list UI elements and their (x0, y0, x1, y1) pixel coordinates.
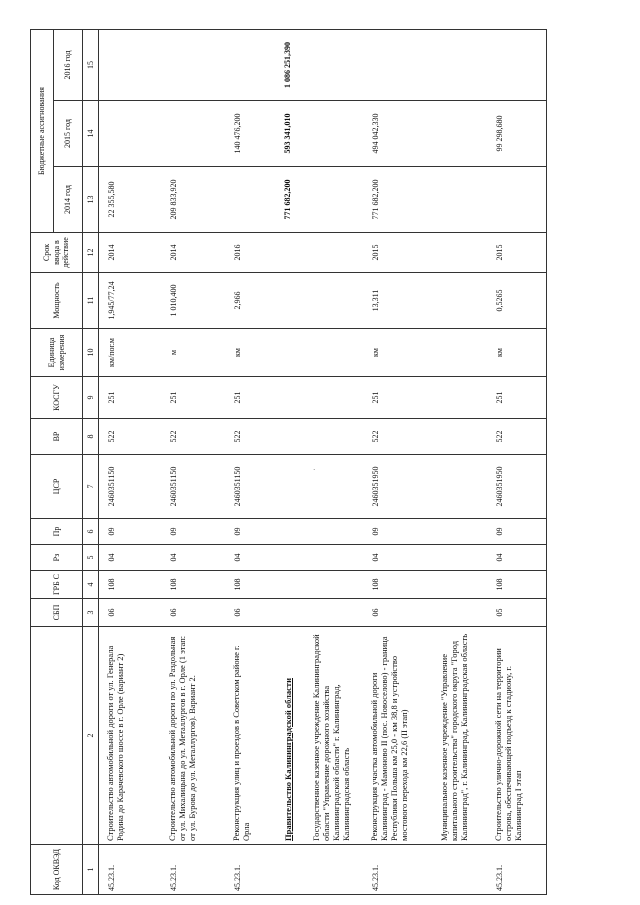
csr-cell: 2460351950 (363, 455, 433, 519)
header-term: Срок ввода в действие (31, 233, 83, 273)
csr-cell: 2460351150 (99, 455, 161, 519)
power-cell: 0,5265 (487, 273, 547, 329)
grbs-cell: 108 (363, 571, 433, 599)
kosgu-cell: 251 (363, 377, 433, 419)
object-name: Реконструкция участка автомобильной дороги Калининград - Мамоново II (пос. Новоселово) - граница Республики Польша км 25,0 - км 38,8 и устройство мостового перехода км 22,6 (II этап) (363, 627, 433, 845)
column-number-row (83, 30, 99, 895)
unit-cell: км/пог.м (99, 329, 161, 377)
object-name: Строительство улично-дорожной сети на территории острова, обеспечивающей подъезд к стадиону, г. Калининград I этап (487, 627, 547, 845)
table-row (225, 30, 277, 895)
sbp-cell: 06 (225, 599, 277, 627)
header-vr: ВР (31, 419, 83, 455)
pr-cell: 09 (225, 519, 277, 545)
grbs-cell: 108 (225, 571, 277, 599)
government-row (277, 30, 305, 895)
budget-2015-cell (161, 101, 225, 167)
header-pr: Пр (31, 519, 83, 545)
term-cell: 2016 (225, 233, 277, 273)
term-cell: 2015 (487, 233, 547, 273)
grbs-cell: 108 (487, 571, 547, 599)
kosgu-cell: 251 (225, 377, 277, 419)
grbs-cell: 108 (161, 571, 225, 599)
vr-cell: 522 (487, 419, 547, 455)
government-total-2015: 593 341,010 (277, 101, 305, 167)
grbs-cell: 108 (99, 571, 161, 599)
header-row (31, 30, 54, 895)
budget-2016-cell (363, 30, 433, 101)
budget-2016-cell (487, 30, 547, 101)
rz-cell: 04 (161, 545, 225, 571)
organization-row (433, 30, 487, 895)
okved-code: 45.23.1. (161, 845, 225, 895)
rz-cell: 04 (363, 545, 433, 571)
okved-code: 45.23.1. (99, 845, 161, 895)
kosgu-cell: 251 (487, 377, 547, 419)
col-num: 12 (83, 233, 99, 273)
budget-2015-cell: 99 298,680 (487, 101, 547, 167)
header-rz: Рз (31, 545, 83, 571)
pr-cell: 09 (99, 519, 161, 545)
sbp-cell: 06 (161, 599, 225, 627)
table-row (99, 30, 161, 895)
col-num: 15 (83, 30, 99, 101)
budget-2014-cell: 209 833,920 (161, 167, 225, 233)
header-2015: 2015 год (54, 101, 83, 167)
header-2014: 2014 год (54, 167, 83, 233)
budget-2015-cell: 140 476,200 (225, 101, 277, 167)
government-total-2014: 771 682,200 (277, 167, 305, 233)
organization-name: Государственное казенное учреждение Калининградской области "Управление дорожного хозяйства Калининградской области" г. Калининград, Калининградская область (305, 627, 363, 845)
col-num: 6 (83, 519, 99, 545)
pr-cell: 09 (487, 519, 547, 545)
budget-2015-cell: 494 042,330 (363, 101, 433, 167)
budget-2014-cell (225, 167, 277, 233)
col-num: 2 (83, 627, 99, 845)
term-cell: 2015 (363, 233, 433, 273)
unit-cell: км (363, 329, 433, 377)
object-name: Строительство автомобильной дороги от ул. Генерала Родина до Карачевского шоссе в г. Орле (вариант 2) (99, 627, 161, 845)
vr-cell: 522 (363, 419, 433, 455)
power-cell: 13,311 (363, 273, 433, 329)
power-cell: 2,966 (225, 273, 277, 329)
csr-cell: 2460351150 (225, 455, 277, 519)
object-name: Реконструкция улиц и проездов в Советском районе г. Орла (225, 627, 277, 845)
term-cell: 2014 (161, 233, 225, 273)
col-num: 3 (83, 599, 99, 627)
table-row (363, 30, 433, 895)
budget-2016-cell (161, 30, 225, 101)
header-budget: Бюджетные ассигнования (31, 30, 54, 233)
budget-2015-cell (99, 101, 161, 167)
government-total-2016: 1 086 251,390 (277, 30, 305, 101)
budget-2014-cell: 22 355,580 (99, 167, 161, 233)
organization-row (305, 30, 363, 895)
power-cell: 1 010,400 (161, 273, 225, 329)
vr-cell: 522 (99, 419, 161, 455)
government-title: Правительство Калининградской области (277, 627, 305, 845)
sbp-cell: 05 (487, 599, 547, 627)
col-num: 4 (83, 571, 99, 599)
scan-artifact: · (313, 466, 316, 474)
budget-2016-cell (225, 30, 277, 101)
organization-name: Муниципальное казенное учреждение "Управление капитального строительства" городского округа "Город Калининград", г. Калининград, Калининградская область (433, 627, 487, 845)
okved-code: 45.23.1. (363, 845, 433, 895)
header-okved: Код ОКВЭД (31, 845, 83, 895)
unit-cell: км (225, 329, 277, 377)
term-cell: 2014 (99, 233, 161, 273)
vr-cell: 522 (225, 419, 277, 455)
header-kosgu: КОСГУ (31, 377, 83, 419)
col-num: 1 (83, 845, 99, 895)
pr-cell: 09 (363, 519, 433, 545)
col-num: 11 (83, 273, 99, 329)
sbp-cell: 06 (363, 599, 433, 627)
csr-cell: 2460351950 (487, 455, 547, 519)
col-num: 13 (83, 167, 99, 233)
header-2016: 2016 год (54, 30, 83, 101)
kosgu-cell: 251 (161, 377, 225, 419)
table-row (161, 30, 225, 895)
sbp-cell: 06 (99, 599, 161, 627)
header-name (31, 627, 83, 845)
rz-cell: 04 (487, 545, 547, 571)
header-unit: Единица измерения (31, 329, 83, 377)
col-num: 9 (83, 377, 99, 419)
budget-table (30, 29, 547, 895)
kosgu-cell: 251 (99, 377, 161, 419)
header-sbp: СБП (31, 599, 83, 627)
header-csr: ЦСР (31, 455, 83, 519)
budget-2014-cell (487, 167, 547, 233)
header-grbs: ГРБ С (31, 571, 83, 599)
col-num: 8 (83, 419, 99, 455)
csr-cell: 2460351150 (161, 455, 225, 519)
unit-cell: м (161, 329, 225, 377)
col-num: 14 (83, 101, 99, 167)
vr-cell: 522 (161, 419, 225, 455)
rotated-table-sheet (30, 30, 620, 895)
rz-cell: 04 (99, 545, 161, 571)
object-name: Строительство автомобильной дороги по ул. Раздольная от ул. Михалицына до ул. Металлургов в г. Орле (1 этап: от ул. Бурова до ул. Металлургов). Вариант 2. (161, 627, 225, 845)
pr-cell: 09 (161, 519, 225, 545)
table-row (487, 30, 547, 895)
header-power: Мощность (31, 273, 83, 329)
budget-2016-cell (99, 30, 161, 101)
power-cell: 1,945/77,24 (99, 273, 161, 329)
col-num: 7 (83, 455, 99, 519)
unit-cell: км (487, 329, 547, 377)
col-num: 10 (83, 329, 99, 377)
rz-cell: 04 (225, 545, 277, 571)
col-num: 5 (83, 545, 99, 571)
okved-code: 45.23.1. (487, 845, 547, 895)
okved-code: 45.23.1. (225, 845, 277, 895)
budget-2014-cell: 771 682,200 (363, 167, 433, 233)
